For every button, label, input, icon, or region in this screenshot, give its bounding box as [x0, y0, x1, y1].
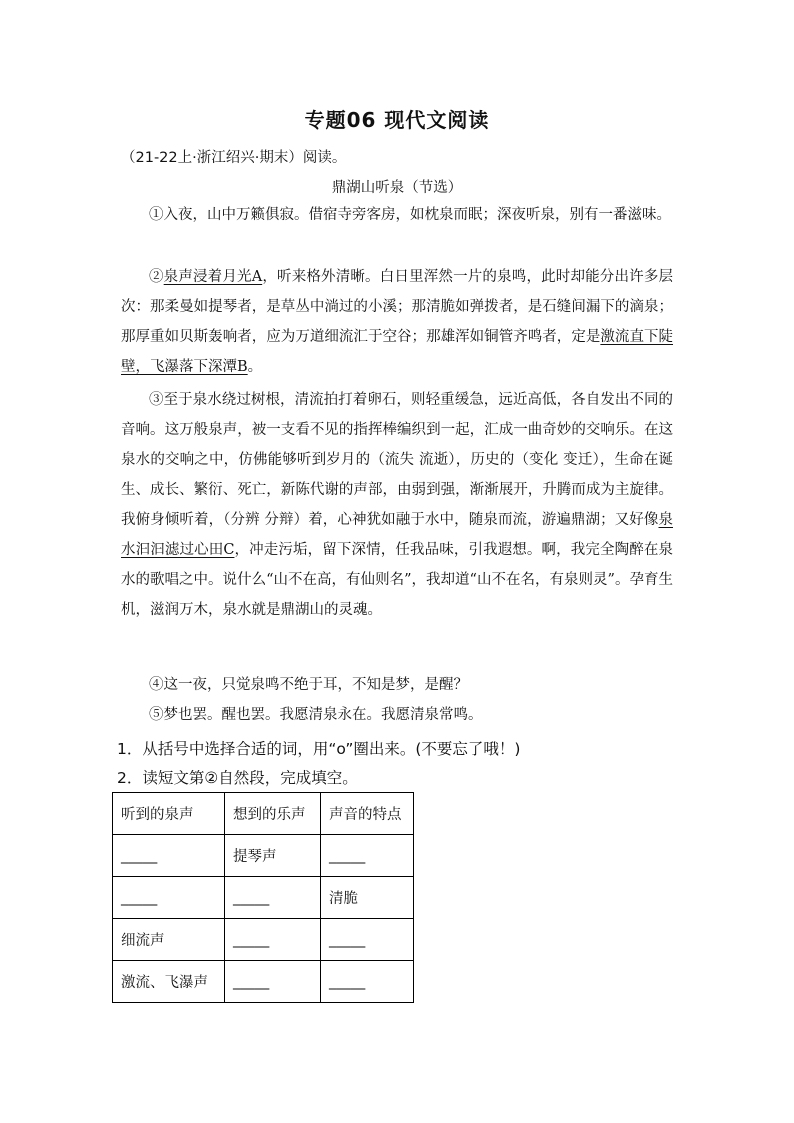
question-1: 1．从括号中选择合适的词，用“o”圈出来。(不要忘了哦！)	[117, 740, 521, 758]
table-row	[113, 919, 414, 961]
table-header-row	[113, 793, 414, 835]
table-header-cell: 听到的泉声	[113, 793, 225, 835]
table-cell[interactable]: _____	[113, 835, 225, 877]
paragraph-3	[121, 385, 673, 625]
table-cell: 提琴声	[225, 835, 321, 877]
paragraph-2	[121, 262, 673, 382]
paragraph-2-text: ，听来格外清晰。白日里浑然一片的泉鸣，此时却能分出许多层次：那柔曼如提琴者，是草丛中淌过的小溪；那清脆如弹拨者，是石缝间漏下的滴泉；那厚重如贝斯轰响者，应为万道细流汇于空谷；那雄浑如铜管齐鸣者，定是	[121, 269, 673, 345]
question-2: 2．读短文第②自然段，完成填空。	[117, 769, 358, 787]
table-cell: 激流、飞瀑声	[113, 961, 225, 1003]
table-row	[113, 835, 414, 877]
answer-table	[112, 792, 414, 1003]
page-title: 专题06 现代文阅读	[304, 108, 490, 132]
table-cell: 细流声	[113, 919, 225, 961]
table-header-cell: 想到的乐声	[225, 793, 321, 835]
passage-title: 鼎湖山听泉（节选）	[331, 180, 463, 196]
table-cell[interactable]: _____	[321, 835, 414, 877]
paragraph-2-number: ②	[149, 269, 164, 285]
table-cell[interactable]: _____	[321, 919, 414, 961]
paragraph-2-end: 。	[247, 359, 263, 375]
table-cell[interactable]: _____	[225, 919, 321, 961]
table-row	[113, 961, 414, 1003]
paragraph-1: ①入夜，山中万籁俱寂。借宿寺旁客房，如枕泉而眠；深夜听泉，别有一番滋味。	[149, 207, 671, 223]
paragraph-4: ④这一夜，只觉泉鸣不绝于耳，不知是梦，是醒？	[149, 677, 468, 693]
table-cell[interactable]: _____	[113, 877, 225, 919]
table-cell[interactable]: _____	[321, 961, 414, 1003]
paragraph-3-text: ③至于泉水绕过树根，清流拍打着卵石，则轻重缓急，远近高低，各自发出不同的音响。这万般泉声，被一支看不见的指挥棒编织到一起，汇成一曲奇妙的交响乐。在这泉水的交响之中，仿佛能够听到岁月的（流失 流逝），历史的（变化 变迁），生命在诞生、成长、繁衍、死亡，新陈代谢的声部，由弱到强，渐渐展开，升腾而成为主旋律。我俯身倾听着，（分辨 分辩）着，心神犹如融于水中，随泉而流，游遍鼎湖；又好像	[121, 392, 673, 528]
paragraph-3-end: ，冲走污垢，留下深情，任我品味，引我遐想。啊，我完全陶醉在泉水的歌唱之中。说什么“山不在高，有仙则名”，我却道“山不在名，有泉则灵”。孕育生机，滋润万木，泉水就是鼎湖山的灵魂。	[121, 542, 673, 618]
underlined-phrase-c: 泉水汩汩滤过心田C	[121, 512, 673, 558]
source-note: （21-22上·浙江绍兴·期末）阅读。	[121, 150, 347, 166]
table-row	[113, 877, 414, 919]
paragraph-5: ⑤梦也罢。醒也罢。我愿清泉永在。我愿清泉常鸣。	[149, 707, 483, 723]
table-cell: 清脆	[321, 877, 414, 919]
table-cell[interactable]: _____	[225, 877, 321, 919]
underlined-phrase-b: 激流直下陡壁，飞瀑落下深潭B	[121, 329, 673, 375]
table-cell[interactable]: _____	[225, 961, 321, 1003]
table-header-cell: 声音的特点	[321, 793, 414, 835]
underlined-phrase-a: 泉声浸着月光A	[163, 269, 263, 285]
